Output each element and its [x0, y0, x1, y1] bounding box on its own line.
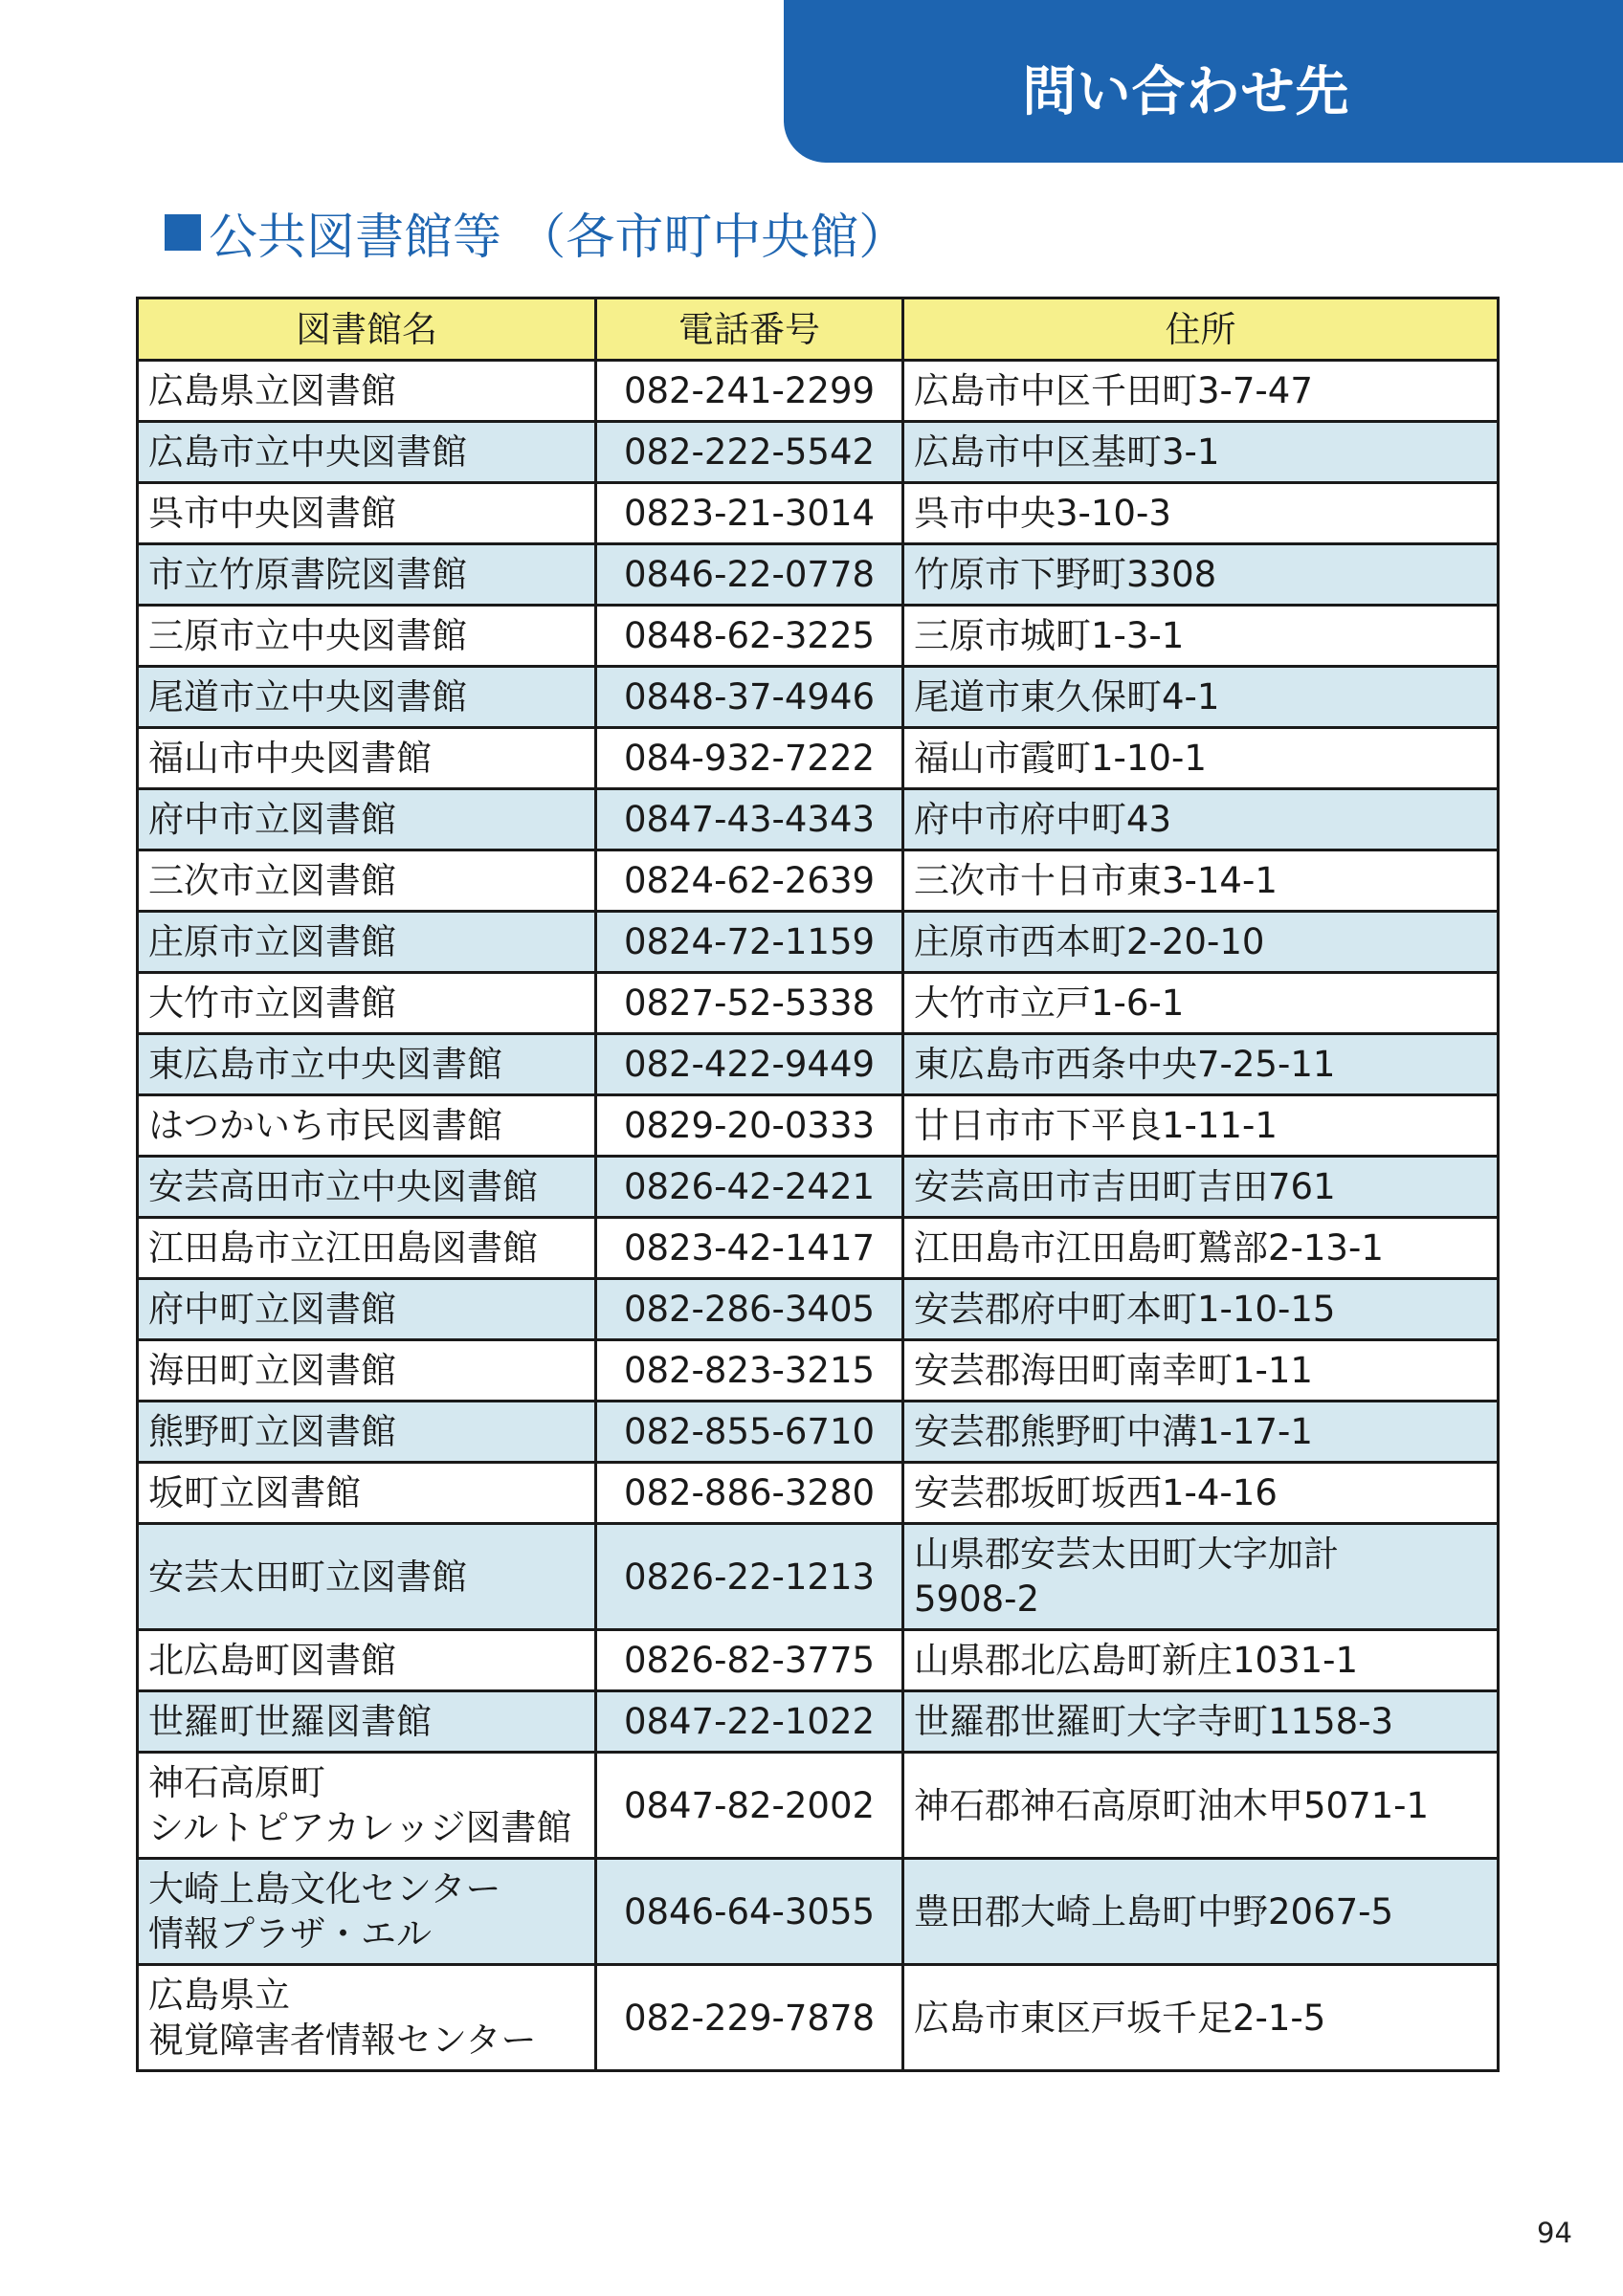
- phone-cell: 0827-52-5338: [596, 973, 903, 1034]
- phone-cell: 082-229-7878: [596, 1965, 903, 2071]
- library-name-cell: 府中市立図書館: [138, 789, 596, 850]
- address-cell: 尾道市東久保町4-1: [903, 667, 1499, 728]
- square-bullet-icon: [165, 214, 201, 251]
- phone-cell: 084-932-7222: [596, 728, 903, 789]
- table-body: [138, 361, 1499, 2071]
- phone-cell: 0847-43-4343: [596, 789, 903, 850]
- library-name-cell: 広島市立中央図書館: [138, 422, 596, 483]
- library-name-cell: 市立竹原書院図書館: [138, 544, 596, 606]
- table-row: [138, 483, 1499, 544]
- address-cell: 神石郡神石高原町油木甲5071-1: [903, 1753, 1499, 1859]
- address-cell: 呉市中央3-10-3: [903, 483, 1499, 544]
- library-name-cell: 神石高原町 シルトピアカレッジ図書館: [138, 1753, 596, 1859]
- library-name-cell: 海田町立図書館: [138, 1340, 596, 1402]
- library-name-cell: 安芸太田町立図書館: [138, 1524, 596, 1630]
- phone-cell: 082-823-3215: [596, 1340, 903, 1402]
- table-row: [138, 1965, 1499, 2071]
- library-name-cell: 呉市中央図書館: [138, 483, 596, 544]
- table-header-row: [138, 298, 1499, 361]
- table-row: [138, 1402, 1499, 1463]
- phone-cell: 0826-82-3775: [596, 1630, 903, 1691]
- library-name-cell: 安芸高田市立中央図書館: [138, 1157, 596, 1218]
- address-cell: 安芸郡坂町坂西1-4-16: [903, 1463, 1499, 1524]
- address-cell: 廿日市市下平良1-11-1: [903, 1095, 1499, 1157]
- address-cell: 竹原市下野町3308: [903, 544, 1499, 606]
- library-name-cell: 三次市立図書館: [138, 850, 596, 912]
- address-cell: 世羅郡世羅町大字寺町1158-3: [903, 1691, 1499, 1753]
- column-header-phone: 電話番号: [596, 298, 903, 361]
- table-row: [138, 1691, 1499, 1753]
- phone-cell: 0847-22-1022: [596, 1691, 903, 1753]
- table-row: [138, 1157, 1499, 1218]
- phone-cell: 0848-37-4946: [596, 667, 903, 728]
- library-name-cell: はつかいち市民図書館: [138, 1095, 596, 1157]
- table-row: [138, 850, 1499, 912]
- address-cell: 安芸郡熊野町中溝1-17-1: [903, 1402, 1499, 1463]
- phone-cell: 0847-82-2002: [596, 1753, 903, 1859]
- phone-cell: 0846-22-0778: [596, 544, 903, 606]
- phone-cell: 0824-72-1159: [596, 912, 903, 973]
- address-cell: 東広島市西条中央7-25-11: [903, 1034, 1499, 1095]
- library-name-cell: 庄原市立図書館: [138, 912, 596, 973]
- phone-cell: 0824-62-2639: [596, 850, 903, 912]
- table-row: [138, 1279, 1499, 1340]
- table-row: [138, 422, 1499, 483]
- library-name-cell: 江田島市立江田島図書館: [138, 1218, 596, 1279]
- library-name-cell: 広島県立図書館: [138, 361, 596, 422]
- table-row: [138, 544, 1499, 606]
- table-row: [138, 1753, 1499, 1859]
- library-name-cell: 福山市中央図書館: [138, 728, 596, 789]
- table-row: [138, 667, 1499, 728]
- phone-cell: 082-241-2299: [596, 361, 903, 422]
- header-tab: [784, 0, 1623, 163]
- phone-cell: 082-886-3280: [596, 1463, 903, 1524]
- address-cell: 安芸高田市吉田町吉田761: [903, 1157, 1499, 1218]
- section-title: 公共図書館等 （各市町中央館）: [209, 210, 908, 266]
- table-row: [138, 1218, 1499, 1279]
- phone-cell: 0826-22-1213: [596, 1524, 903, 1630]
- library-contact-table: [136, 297, 1500, 2072]
- library-name-cell: 大竹市立図書館: [138, 973, 596, 1034]
- library-name-cell: 東広島市立中央図書館: [138, 1034, 596, 1095]
- table-row: [138, 1340, 1499, 1402]
- header-title: 問い合わせ先: [1022, 61, 1350, 123]
- address-cell: 山県郡安芸太田町大字加計 5908-2: [903, 1524, 1499, 1630]
- page-number: 94: [1537, 2217, 1572, 2249]
- table-row: [138, 912, 1499, 973]
- table-row: [138, 1630, 1499, 1691]
- table-row: [138, 1859, 1499, 1965]
- address-cell: 山県郡北広島町新庄1031-1: [903, 1630, 1499, 1691]
- address-cell: 豊田郡大崎上島町中野2067-5: [903, 1859, 1499, 1965]
- address-cell: 広島市東区戸坂千足2-1-5: [903, 1965, 1499, 2071]
- table-row: [138, 789, 1499, 850]
- phone-cell: 082-422-9449: [596, 1034, 903, 1095]
- phone-cell: 0829-20-0333: [596, 1095, 903, 1157]
- phone-cell: 082-222-5542: [596, 422, 903, 483]
- column-header-name: 図書館名: [138, 298, 596, 361]
- table-row: [138, 361, 1499, 422]
- address-cell: 江田島市江田島町鷲部2-13-1: [903, 1218, 1499, 1279]
- address-cell: 府中市府中町43: [903, 789, 1499, 850]
- phone-cell: 0848-62-3225: [596, 606, 903, 667]
- address-cell: 安芸郡府中町本町1-10-15: [903, 1279, 1499, 1340]
- address-cell: 三原市城町1-3-1: [903, 606, 1499, 667]
- phone-cell: 0823-42-1417: [596, 1218, 903, 1279]
- table-row: [138, 606, 1499, 667]
- address-cell: 大竹市立戸1-6-1: [903, 973, 1499, 1034]
- table-row: [138, 973, 1499, 1034]
- library-name-cell: 尾道市立中央図書館: [138, 667, 596, 728]
- address-cell: 庄原市西本町2-20-10: [903, 912, 1499, 973]
- table-row: [138, 1524, 1499, 1630]
- phone-cell: 0826-42-2421: [596, 1157, 903, 1218]
- phone-cell: 0823-21-3014: [596, 483, 903, 544]
- library-name-cell: 北広島町図書館: [138, 1630, 596, 1691]
- table-row: [138, 1034, 1499, 1095]
- address-cell: 広島市中区千田町3-7-47: [903, 361, 1499, 422]
- address-cell: 三次市十日市東3-14-1: [903, 850, 1499, 912]
- library-name-cell: 三原市立中央図書館: [138, 606, 596, 667]
- library-name-cell: 府中町立図書館: [138, 1279, 596, 1340]
- library-name-cell: 世羅町世羅図書館: [138, 1691, 596, 1753]
- column-header-address: 住所: [903, 298, 1499, 361]
- phone-cell: 0846-64-3055: [596, 1859, 903, 1965]
- library-name-cell: 熊野町立図書館: [138, 1402, 596, 1463]
- phone-cell: 082-286-3405: [596, 1279, 903, 1340]
- table-row: [138, 1463, 1499, 1524]
- address-cell: 安芸郡海田町南幸町1-11: [903, 1340, 1499, 1402]
- table-row: [138, 728, 1499, 789]
- phone-cell: 082-855-6710: [596, 1402, 903, 1463]
- section-heading: [165, 197, 907, 268]
- table-row: [138, 1095, 1499, 1157]
- library-name-cell: 広島県立 視覚障害者情報センター: [138, 1965, 596, 2071]
- address-cell: 広島市中区基町3-1: [903, 422, 1499, 483]
- library-name-cell: 坂町立図書館: [138, 1463, 596, 1524]
- library-name-cell: 大崎上島文化センター 情報プラザ・エル: [138, 1859, 596, 1965]
- address-cell: 福山市霞町1-10-1: [903, 728, 1499, 789]
